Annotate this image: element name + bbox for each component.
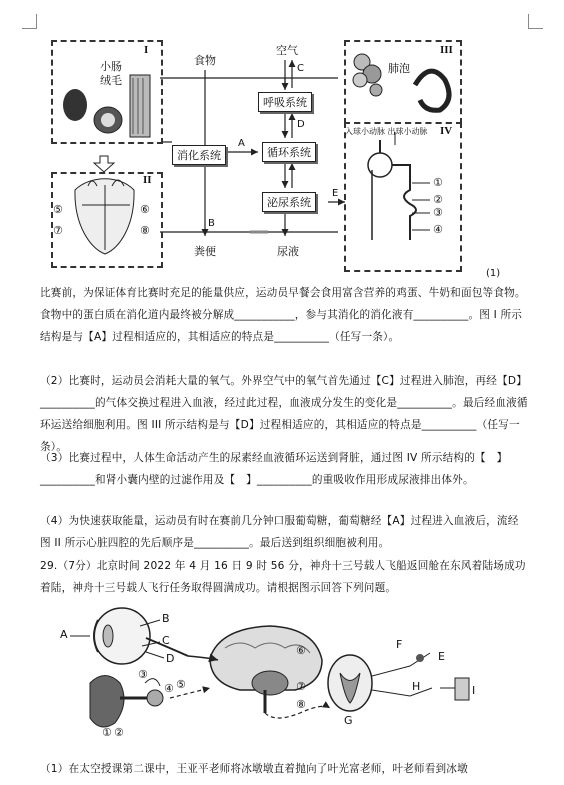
heart-num-8: ⑧ [140, 224, 150, 237]
kidney-num-4: ④ [433, 223, 443, 236]
q29-part1: （1）在太空授课第二课中，王亚平老师将冰墩墩直着抛向了叶光富老师，叶老师看到冰墩 [40, 763, 468, 775]
feces-label: 粪便 [194, 245, 216, 258]
q28-part3: （3）比赛过程中，人体生命活动产生的尿素经血液循环运送到肾脏，通过图 IV 所示结构的【 】__________和肾小囊内壁的过滤作用及【 】__________的重吸收作用形成尿液排出体外。 [40, 452, 508, 486]
kidney-num-1: ① [433, 176, 443, 189]
digestive-system-box: 消化系统 [172, 145, 226, 165]
brain-num-8: ⑧ [296, 698, 306, 711]
spinal-cord-illustration [328, 653, 469, 711]
q28-part1: 比赛前，为保证体育比赛时充足的能量供应，运动员早餐会食用富含营养的鸡蛋、牛奶和面包等食物。食物中的蛋白质在消化道内最终被分解成___________，参与其消化的消化液有__________。图 I 所示结构是与【A】过程相适应的，其相适应的特点是__________（任写一条）。 [40, 287, 526, 343]
diagram-nervous-system [60, 598, 520, 748]
alveoli-label: 肺泡 [388, 62, 410, 75]
q28-part2: （2）比赛时，运动员会消耗大量的氧气。外界空气中的氧气首先通过【C】过程进入肺泡，再经【D】__________的气体交换过程进入血液，经过此过程，血液成分发生的变化是__________。最后经血液循环运送给细胞利用。图 III 所示结构是与【D】过程相适应的，其相适应的特点是__________（任写一条）。 [40, 375, 528, 453]
ear-num-1: ① [102, 726, 112, 739]
villi-label: 小肠 绒毛 [100, 60, 122, 87]
panel-IV [344, 122, 462, 272]
process-D-label: D [297, 119, 305, 130]
panel-II-label: II [143, 174, 152, 186]
process-B-label: B [208, 218, 215, 229]
panel-I-label: I [144, 44, 149, 56]
heart-num-7: ⑦ [53, 224, 63, 237]
spinal-label-H: H [412, 680, 421, 693]
panel-II [51, 172, 163, 268]
q28-part4: （4）为快速获取能量，运动员有时在赛前几分钟口服葡萄糖，葡萄糖经【A】过程进入血液后，流经图 II 所示心脏四腔的先后顺序是__________。最后送到组织细胞被利用。 [40, 515, 519, 549]
diagram2-drawing [60, 598, 520, 748]
arteriole-label: 入球小动脉 出球小动脉 [345, 127, 428, 136]
brain-num-6: ⑥ [296, 644, 306, 657]
spinal-label-F: F [396, 638, 403, 651]
heart-num-5: ⑤ [53, 203, 63, 216]
food-label: 食物 [194, 54, 216, 67]
ear-num-4: ④ [164, 682, 174, 695]
eye-label-D: D [166, 652, 175, 665]
urine-label: 尿液 [277, 245, 299, 258]
diagram-body-systems [0, 0, 564, 280]
brain-num-7: ⑦ [296, 680, 306, 693]
question-28-number: (1) [486, 268, 501, 279]
ear-illustration [90, 676, 163, 728]
process-C-label: C [297, 63, 304, 74]
circulatory-system-box: 循环系统 [262, 142, 316, 162]
respiratory-system-box: 呼吸系统 [258, 92, 312, 112]
process-A-label: A [238, 138, 245, 149]
ear-num-2: ② [114, 726, 124, 739]
heart-num-6: ⑥ [140, 203, 150, 216]
kidney-num-2: ② [433, 193, 443, 206]
panel-III-label: III [440, 44, 453, 56]
panel-IV-label: IV [440, 125, 453, 137]
eye-label-A: A [60, 628, 68, 641]
air-label: 空气 [276, 44, 298, 57]
kidney-num-3: ③ [433, 206, 443, 219]
process-E-label: E [332, 188, 339, 199]
spinal-label-G: G [344, 714, 353, 727]
spinal-label-I: I [472, 684, 476, 697]
q29-intro: 29.（7分）北京时间 2022 年 4 月 16 日 9 时 56 分，神舟十三号载人飞船返回舱在东风着陆场成功着陆，神舟十三号载人飞行任务取得圆满成功。请根据图示回答下列问题。 [40, 560, 526, 594]
eye-label-C: C [162, 634, 170, 647]
ear-num-5: ⑤ [176, 678, 186, 691]
spinal-label-E: E [438, 650, 445, 663]
ear-num-3: ③ [138, 668, 148, 681]
urinary-system-box: 泌尿系统 [262, 192, 316, 212]
eye-label-B: B [162, 612, 170, 625]
